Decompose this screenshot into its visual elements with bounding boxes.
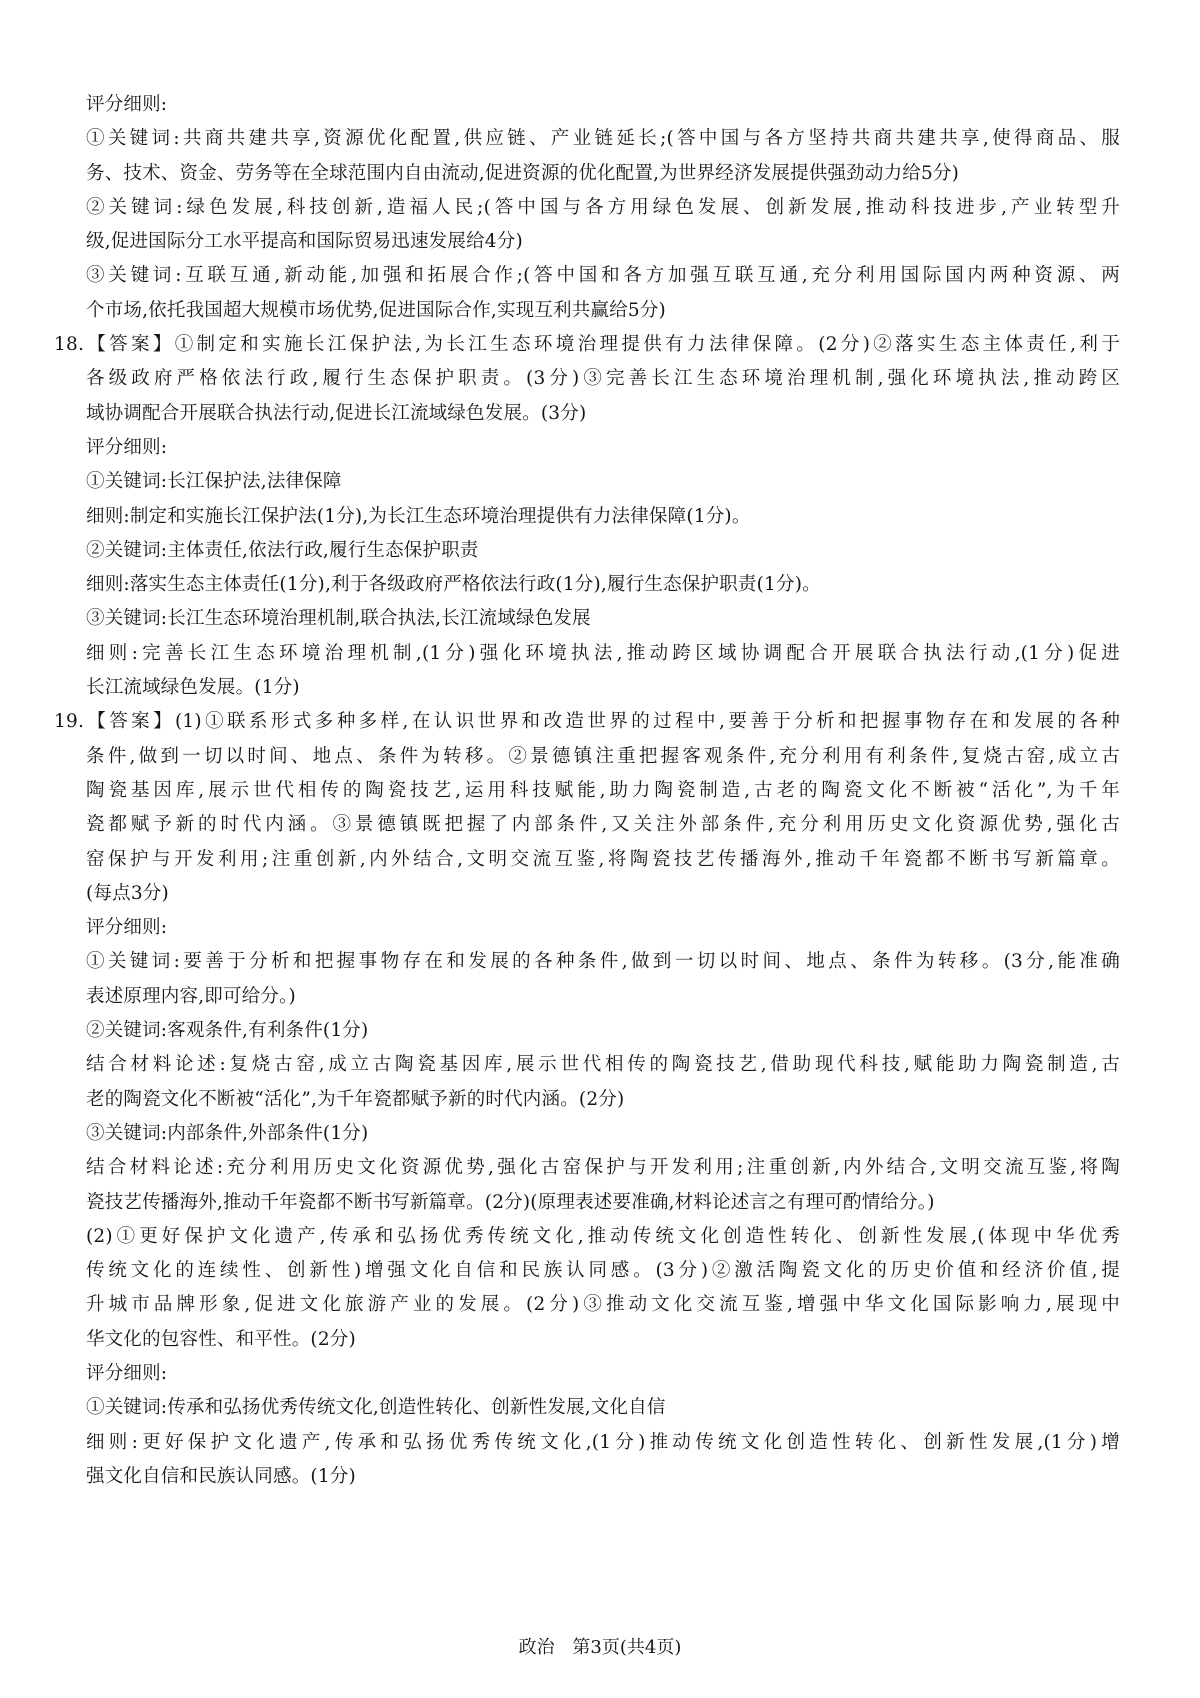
text-line: 细则:制定和实施长江保护法(1分),为长江生态环境治理提供有力法律保障(1分)。: [86, 505, 751, 527]
text-line: 务、技术、资金、劳务等在全球范围内自由流动,促进资源的优化配置,为世界经济发展提供强劲动力给5分): [86, 162, 960, 184]
footer-page-number: 第3页(共4页): [572, 1637, 682, 1658]
text-line: 评分细则:: [86, 94, 168, 115]
text-line: 瓷技艺传播海外,推动千年瓷都不断书写新篇章。(2分)(原理表述要准确,材料论述言之有理可酌情给分。): [86, 1191, 935, 1213]
page-footer: [0, 1633, 1200, 1659]
text-line: 窑保护与开发利用;注重创新,内外结合,文明交流互鉴,将陶瓷技艺传播海外,推动千年瓷都不断书写新篇章。: [86, 848, 1120, 870]
text-line: 陶瓷基因库,展示世代相传的陶瓷技艺,运用科技赋能,助力陶瓷制造,古老的陶瓷文化不断被“活化”,为千年: [86, 779, 1120, 801]
text-line: 结合材料论述:复烧古窑,成立古陶瓷基因库,展示世代相传的陶瓷技艺,借助现代科技,赋能助力陶瓷制造,古: [86, 1054, 1120, 1076]
answer-key-body: [54, 88, 1120, 1494]
text-line: 19.【答案】(1)①联系形式多种多样,在认识世界和改造世界的过程中,要善于分析和把握事物存在和发展的各种: [54, 711, 1120, 733]
text-line: 强文化自信和民族认同感。(1分): [86, 1465, 356, 1487]
text-line: 升城市品牌形象,促进文化旅游产业的发展。(2分)③推动文化交流互鉴,增强中华文化国际影响力,展现中: [86, 1294, 1120, 1316]
text-line: 个市场,依托我国超大规模市场优势,促进国际合作,实现互利共赢给5分): [86, 299, 666, 321]
text-line: 瓷都赋予新的时代内涵。③景德镇既把握了内部条件,又关注外部条件,充分利用历史文化资源优势,强化古: [86, 814, 1120, 836]
text-line: ①关键词:共商共建共享,资源优化配置,供应链、产业链延长;(答中国与各方坚持共商共建共享,使得商品、服: [86, 128, 1120, 150]
text-line: 级,促进国际分工水平提高和国际贸易迅速发展给4分): [86, 231, 523, 253]
text-line: 长江流域绿色发展。(1分): [86, 677, 300, 699]
text-line: 细则:更好保护文化遗产,传承和弘扬优秀传统文化,(1分)推动传统文化创造性转化、创新性发展,(1分)增: [86, 1431, 1120, 1453]
text-line: 各级政府严格依法行政,履行生态保护职责。(3分)③完善长江生态环境治理机制,强化环境执法,推动跨区: [86, 368, 1120, 390]
text-line: 评分细则:: [86, 1362, 168, 1384]
text-line: ②关键词:客观条件,有利条件(1分): [86, 1020, 369, 1042]
text-line: 域协调配合开展联合执法行动,促进长江流域绿色发展。(3分): [86, 402, 587, 424]
text-line: 结合材料论述:充分利用历史文化资源优势,强化古窑保护与开发利用;注重创新,内外结合,文明交流互鉴,将陶: [86, 1157, 1120, 1179]
text-line: 细则:完善长江生态环境治理机制,(1分)强化环境执法,推动跨区域协调配合开展联合执法行动,(1分)促进: [86, 642, 1120, 664]
text-line: 18.【答案】①制定和实施长江保护法,为长江生态环境治理提供有力法律保障。(2分)②落实生态主体责任,利于: [54, 334, 1120, 356]
text-line: ③关键词:互联互通,新动能,加强和拓展合作;(答中国和各方加强互联互通,充分利用国际国内两种资源、两: [86, 265, 1120, 287]
text-line: 评分细则:: [86, 917, 168, 939]
text-line: 条件,做到一切以时间、地点、条件为转移。②景德镇注重把握客观条件,充分利用有利条件,复烧古窑,成立古: [86, 745, 1120, 767]
text-line: ①关键词:要善于分析和把握事物存在和发展的各种条件,做到一切以时间、地点、条件为转移。(3分,能准确: [86, 951, 1120, 973]
text-line: ②关键词:主体责任,依法行政,履行生态保护职责: [86, 539, 479, 561]
text-line: 细则:落实生态主体责任(1分),利于各级政府严格依法行政(1分),履行生态保护职责(1分)。: [86, 574, 821, 596]
text-line: 老的陶瓷文化不断被“活化”,为千年瓷都赋予新的时代内涵。(2分): [86, 1088, 625, 1110]
text-line: 华文化的包容性、和平性。(2分): [86, 1328, 356, 1350]
text-line: ②关键词:绿色发展,科技创新,造福人民;(答中国与各方用绿色发展、创新发展,推动科技进步,产业转型升: [86, 196, 1120, 218]
text-line: ③关键词:内部条件,外部条件(1分): [86, 1122, 369, 1144]
text-line: (2)①更好保护文化遗产,传承和弘扬优秀传统文化,推动传统文化创造性转化、创新性发展,(体现中华优秀: [86, 1225, 1120, 1247]
text-line: ①关键词:传承和弘扬优秀传统文化,创造性转化、创新性发展,文化自信: [86, 1397, 666, 1419]
text-line: 评分细则:: [86, 436, 168, 458]
text-line: 传统文化的连续性、创新性)增强文化自信和民族认同感。(3分)②激活陶瓷文化的历史价值和经济价值,提: [86, 1260, 1120, 1282]
text-line: (每点3分): [86, 882, 169, 904]
text-line: ①关键词:长江保护法,法律保障: [86, 471, 342, 493]
footer-subject: 政治: [518, 1637, 555, 1658]
text-line: ③关键词:长江生态环境治理机制,联合执法,长江流域绿色发展: [86, 608, 591, 630]
text-line: 表述原理内容,即可给分。): [86, 985, 296, 1007]
